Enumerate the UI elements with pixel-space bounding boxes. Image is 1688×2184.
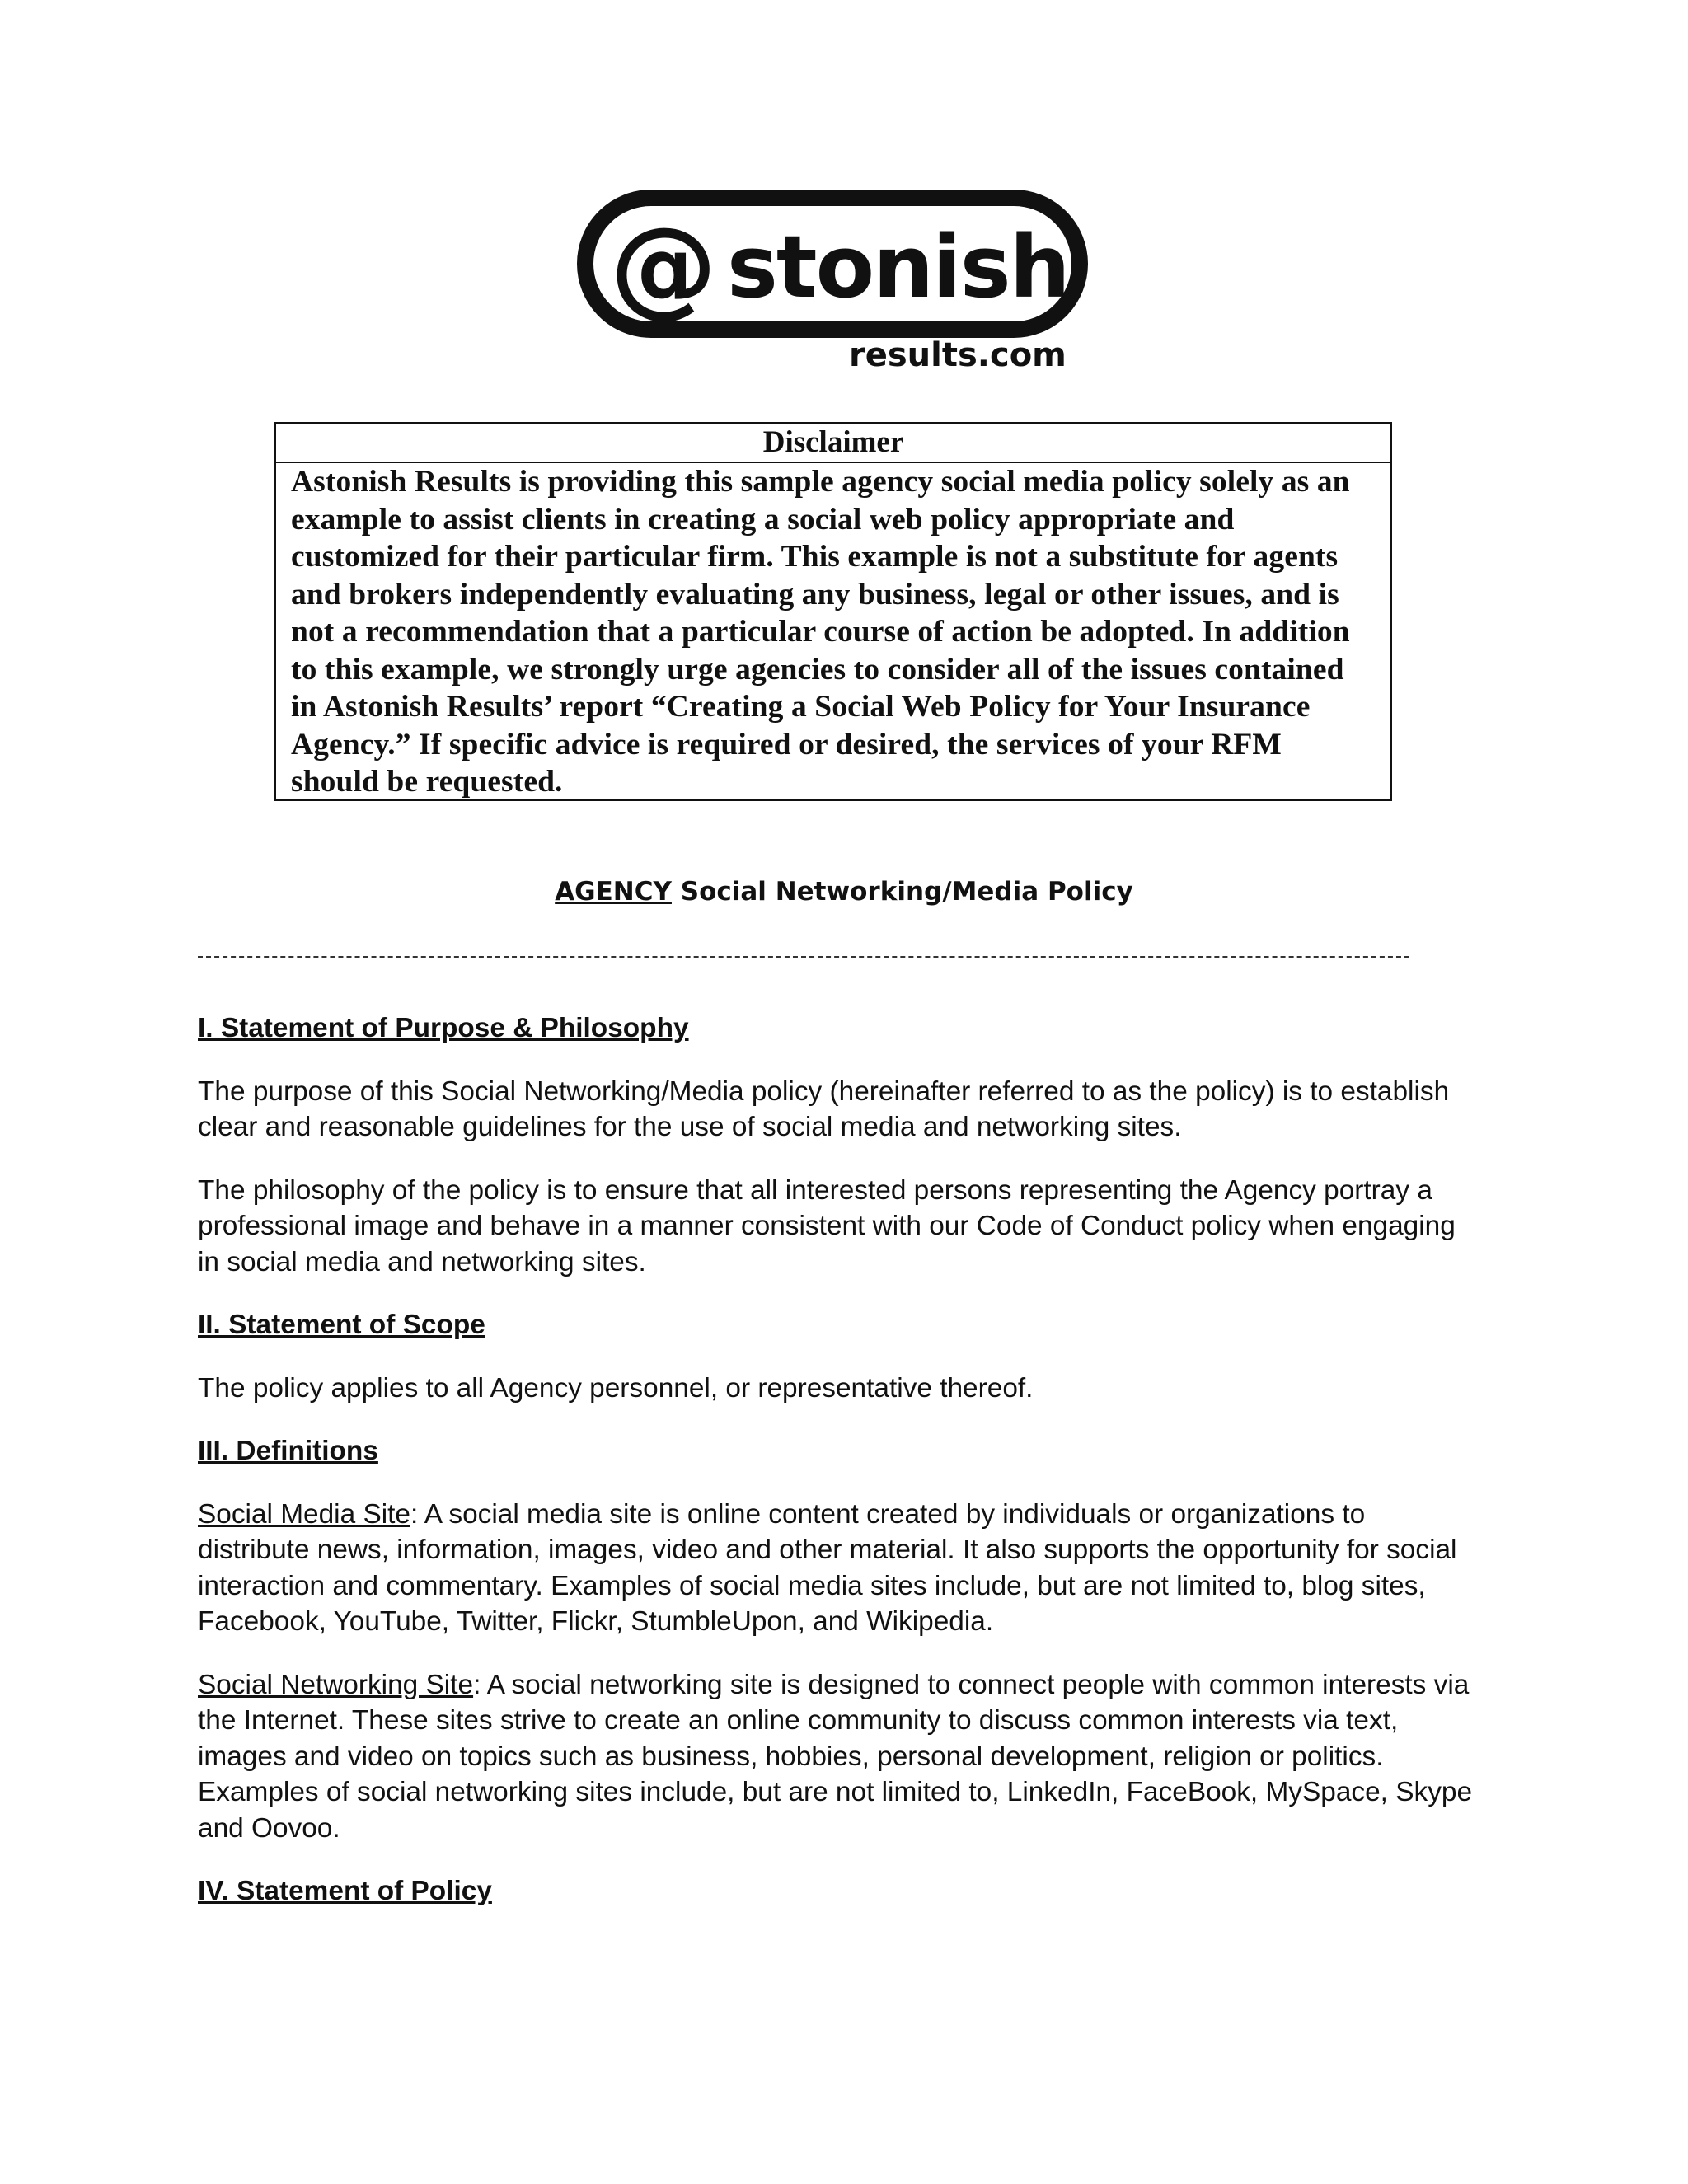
definition-social-media-text: : A social media site is online content created by individuals or organizations to distribute news, information, images, video and other material. It also supports the opportunity for social interaction and commentary. Examples of social media sites include, but are not limited to, blog sites, Facebook, YouTube, Twitter, Flickr, StumbleUpon, and Wikipedia.: [198, 1498, 1457, 1637]
logo-graphic: [577, 190, 1104, 379]
dashed-divider: [198, 956, 1409, 958]
svg-text:results.com: results.com: [849, 336, 1067, 374]
philosophy-paragraph: The philosophy of the policy is to ensure that all interested persons representing the Agency portray a professional image and behave in a manner consistent with our Code of Conduct policy when engaging in social media and networking sites.: [198, 1174, 1456, 1277]
astonish-logo: [577, 190, 1104, 379]
disclaimer-box: [274, 422, 1392, 801]
definition-social-networking-site: [198, 1667, 1484, 1847]
svg-text:@: @: [610, 204, 717, 329]
purpose-paragraph: The purpose of this Social Networking/Media policy (hereinafter referred to as the policy) is to establish clear and reasonable guidelines for the use of social media and networking sites.: [198, 1076, 1450, 1142]
disclaimer-text: Astonish Results is providing this sample agency social media policy solely as an example to assist clients in creating a social web policy appropriate and customized for their particular firm. This example is not a substitute for agents and brokers independently evaluating any business, legal or other issues, and is not a recommendation that a particular course of action be adopted. In addition to this example, we strongly urge agencies to consider all of the issues contained in Astonish Results’ report “Creating a Social Web Policy for Your Insurance Agency.” If specific advice is required or desired, the services of your RFM should be requested.: [291, 465, 1350, 799]
section-heading-purpose: I. Statement of Purpose & Philosophy: [198, 1013, 689, 1043]
definition-social-networking-text: : A social networking site is designed to connect people with common interests via the Internet. These sites strive to create an online community to discuss common interests via text, images and video on topics such as business, hobbies, personal development, religion or politics. Examples of social networking sites include, but are not limited to, LinkedIn, FaceBook, MySpace, Skype and Oovoo.: [198, 1669, 1473, 1844]
policy-title-rest: Social Networking/Media Policy: [671, 877, 1133, 907]
term-social-networking-site: Social Networking Site: [198, 1669, 474, 1700]
term-social-media-site: Social Media Site: [198, 1498, 410, 1530]
svg-text:stonish: stonish: [727, 217, 1069, 317]
section-heading-definitions: III. Definitions: [198, 1436, 378, 1466]
policy-content: [198, 1010, 1484, 1937]
definition-social-media-site: [198, 1497, 1484, 1640]
scope-paragraph: The policy applies to all Agency personnel, or representative thereof.: [198, 1372, 1034, 1404]
policy-title: [0, 875, 1688, 908]
section-heading-scope: II. Statement of Scope: [198, 1310, 485, 1340]
policy-title-agency: AGENCY: [555, 877, 672, 907]
at-sign-icon: [610, 204, 717, 329]
disclaimer-heading: Disclaimer: [276, 424, 1390, 463]
section-heading-policy: IV. Statement of Policy: [198, 1876, 492, 1906]
